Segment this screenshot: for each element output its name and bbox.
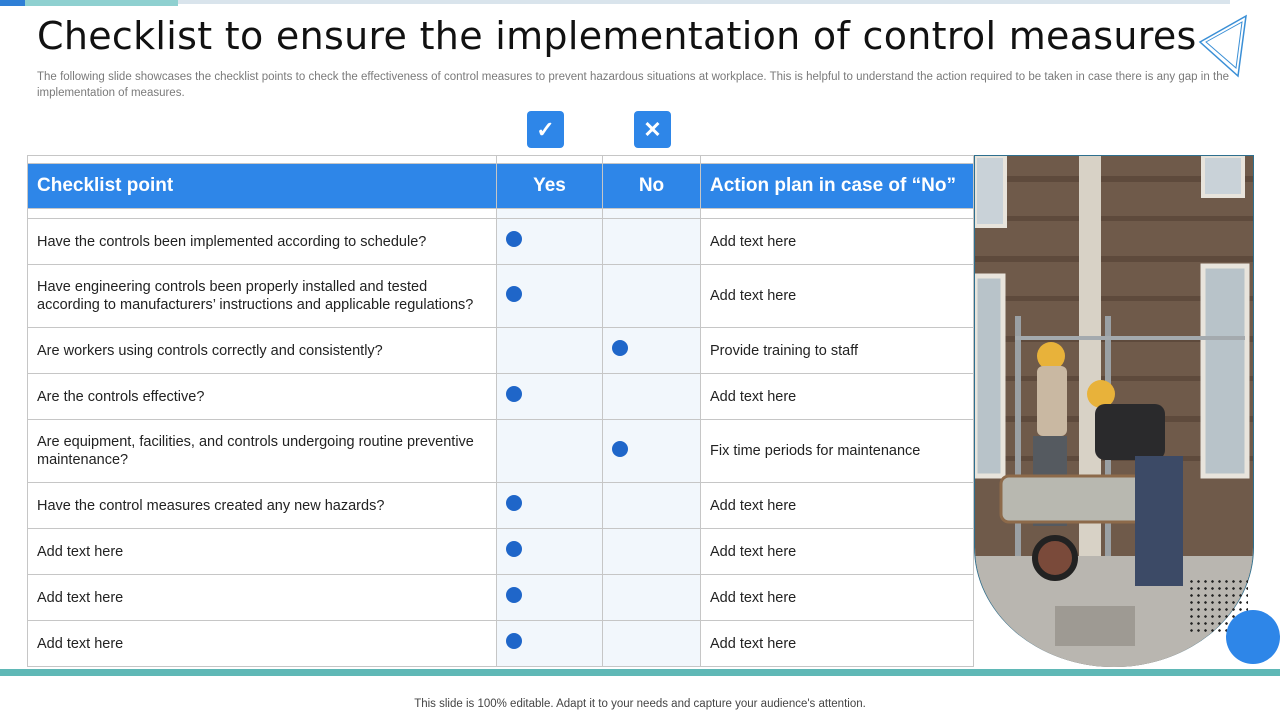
yes-cell — [497, 265, 603, 328]
blue-circle-decoration — [1226, 610, 1280, 664]
header-checklist-point: Checklist point — [28, 164, 497, 209]
checklist-point-cell: Are equipment, facilities, and controls undergoing routine preventive maintenance? — [28, 420, 497, 483]
table-row — [28, 529, 974, 575]
checklist-point-cell: Are workers using controls correctly and consistently? — [28, 328, 497, 374]
table-header-gap — [28, 209, 974, 219]
checklist-point-cell: Have the control measures created any new hazards? — [28, 483, 497, 529]
yes-cell — [497, 328, 603, 374]
no-cell — [603, 420, 701, 483]
action-plan-cell: Add text here — [701, 575, 974, 621]
no-cross-icon: ✕ — [634, 111, 671, 148]
top-accent-blue — [0, 0, 25, 6]
action-plan-cell: Fix time periods for maintenance — [701, 420, 974, 483]
checklist-point-cell: Add text here — [28, 621, 497, 667]
no-cell — [603, 621, 701, 667]
answer-dot-icon — [506, 495, 522, 511]
action-plan-cell: Add text here — [701, 265, 974, 328]
answer-dot-icon — [506, 231, 522, 247]
yes-cell — [497, 575, 603, 621]
checklist-point-cell: Add text here — [28, 575, 497, 621]
bottom-band — [0, 669, 1280, 676]
action-plan-cell: Add text here — [701, 374, 974, 420]
top-divider — [0, 0, 1230, 4]
table-header-row — [28, 164, 974, 209]
table-row — [28, 219, 974, 265]
checklist-point-cell: Have the controls been implemented according to schedule? — [28, 219, 497, 265]
no-cell — [603, 483, 701, 529]
answer-dot-icon — [506, 587, 522, 603]
triangle-decoration-icon — [1196, 12, 1256, 82]
table-row — [28, 621, 974, 667]
table-top-spacer — [28, 156, 974, 164]
no-cell — [603, 575, 701, 621]
table-row — [28, 575, 974, 621]
header-no: No — [603, 164, 701, 209]
answer-dot-icon — [612, 340, 628, 356]
action-plan-cell: Add text here — [701, 219, 974, 265]
no-cell — [603, 374, 701, 420]
action-plan-cell: Add text here — [701, 621, 974, 667]
slide-title: Checklist to ensure the implementation of control measures — [37, 14, 1197, 58]
table-row — [28, 328, 974, 374]
checklist-point-cell: Are the controls effective? — [28, 374, 497, 420]
header-yes: Yes — [497, 164, 603, 209]
table-row — [28, 265, 974, 328]
checklist-point-cell: Have engineering controls been properly installed and tested according to manufacturers’ instructions and applicable regulations? — [28, 265, 497, 328]
yes-cell — [497, 219, 603, 265]
table-row — [28, 420, 974, 483]
footer-note: This slide is 100% editable. Adapt it to your needs and capture your audience's attention. — [414, 698, 866, 710]
yes-cell — [497, 621, 603, 667]
slide-subtitle: The following slide showcases the checklist points to check the effectiveness of control measures to prevent hazardous situations at workplace. This is helpful to understand the action required to be taken in case there is any gap in the implementation of measures. — [37, 71, 1229, 99]
no-cell — [603, 328, 701, 374]
yes-cell — [497, 374, 603, 420]
yes-cell — [497, 420, 603, 483]
yes-cell — [497, 483, 603, 529]
no-cell — [603, 529, 701, 575]
yes-cell — [497, 529, 603, 575]
action-plan-cell: Provide training to staff — [701, 328, 974, 374]
answer-dot-icon — [612, 441, 628, 457]
answer-dot-icon — [506, 386, 522, 402]
no-cell — [603, 265, 701, 328]
answer-dot-icon — [506, 633, 522, 649]
answer-dot-icon — [506, 541, 522, 557]
checklist-table — [27, 155, 974, 667]
table-row — [28, 374, 974, 420]
answer-dot-icon — [506, 286, 522, 302]
table-row — [28, 483, 974, 529]
checklist-point-cell: Add text here — [28, 529, 497, 575]
yes-check-icon: ✓ — [527, 111, 564, 148]
action-plan-cell: Add text here — [701, 529, 974, 575]
top-accent-teal — [25, 0, 178, 6]
action-plan-cell: Add text here — [701, 483, 974, 529]
no-cell — [603, 219, 701, 265]
header-action-plan: Action plan in case of “No” — [701, 164, 974, 209]
